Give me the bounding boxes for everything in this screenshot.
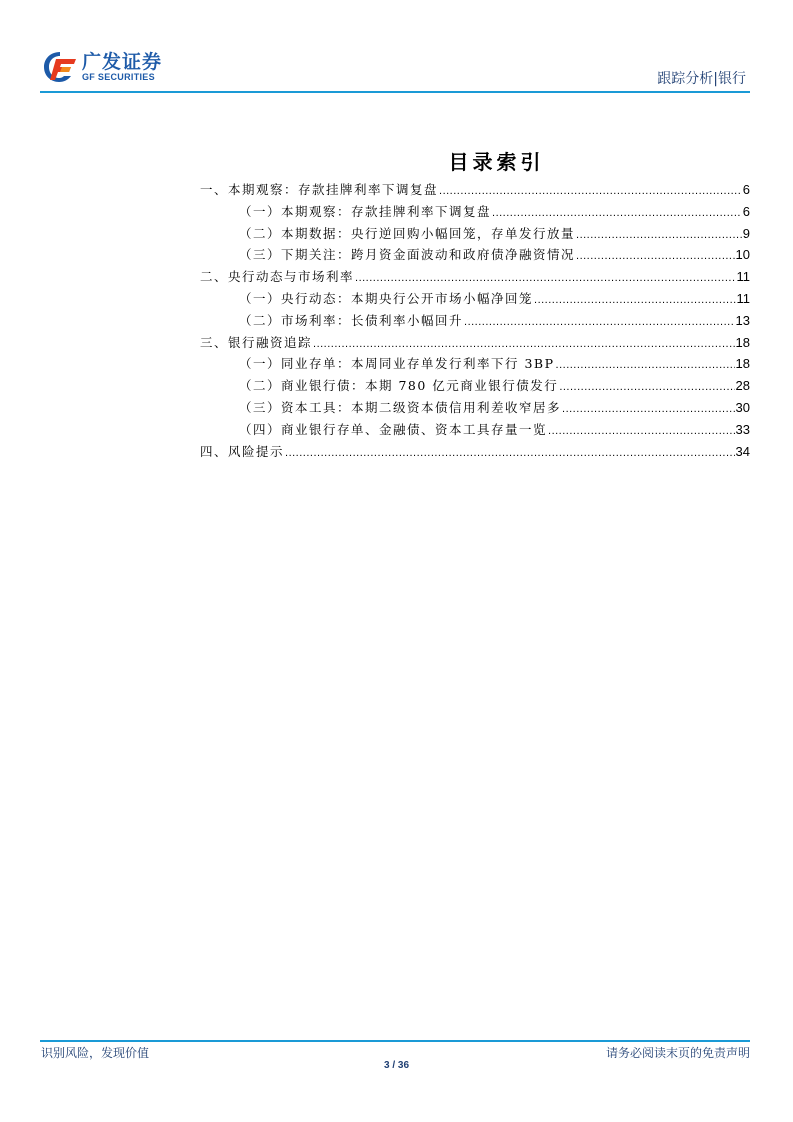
toc-entry[interactable] [200,289,750,311]
toc-entry-label: （三）下期关注：跨月资金面波动和政府债净融资情况 [239,247,576,263]
gf-logo-icon [42,50,78,84]
toc-leader-dots [576,229,742,241]
report-type-label: 跟踪分析|银行 [657,71,746,87]
toc-leader-dots [576,250,735,262]
page-indicator: 3 / 36 [383,1060,410,1071]
toc-entry-page: 13 [735,312,750,328]
footer-slogan: 识别风险，发现价值 [41,1046,150,1060]
toc-leader-dots [285,447,735,459]
toc-entry-label: 四、风险提示 [200,443,285,459]
toc-entry-page: 11 [736,290,750,306]
toc-entry-label: （二）本期数据：央行逆回购小幅回笼，存单发行放量 [239,225,576,241]
toc-entry[interactable] [200,202,750,224]
toc-entry-page: 34 [735,443,750,459]
toc-entry-page: 28 [735,378,750,394]
toc-entry[interactable] [200,442,750,464]
toc-entry-label: （一）同业存单：本周同业存单发行利率下行 3BP [239,356,555,372]
toc-entry-label: 二、央行动态与市场利率 [200,269,355,285]
toc-entry-page: 9 [742,225,750,241]
toc-entry[interactable] [200,311,750,333]
toc-entry-page: 6 [742,182,750,197]
toc-entry-page: 33 [735,421,750,437]
toc-leader-dots [492,207,742,219]
toc-entry-page: 18 [735,356,750,372]
toc-leader-dots [559,381,734,393]
toc-entry-page: 6 [742,203,750,219]
toc-title: 目录索引 [448,150,545,174]
page-header [40,50,750,90]
toc-entry-label: （四）商业银行存单、金融债、资本工具存量一览 [239,421,548,437]
toc-leader-dots [439,185,742,197]
toc-entry[interactable] [200,376,750,398]
gf-securities-logo [42,50,162,84]
toc-leader-dots [534,294,735,306]
toc-entry-page: 11 [736,269,750,285]
toc-leader-dots [355,272,735,284]
toc-entry-label: （一）本期观察：存款挂牌利率下调复盘 [239,203,492,219]
brand-name-cn: 广发证券 [82,50,163,73]
toc-leader-dots [313,338,735,350]
toc-entry[interactable] [200,354,750,376]
toc-leader-dots [556,359,735,371]
toc-entry-label: （一）央行动态：本期央行公开市场小幅净回笼 [239,290,534,306]
toc-entry-page: 30 [735,399,750,415]
brand-name-en: GF SECURITIES [82,71,155,82]
toc-entry[interactable] [200,333,750,355]
toc-entry[interactable] [200,267,750,289]
footer-divider [40,1040,750,1042]
toc-leader-dots [562,403,735,415]
toc-entry-label: 一、本期观察：存款挂牌利率下调复盘 [200,182,439,197]
toc-entry[interactable] [200,245,750,267]
toc-leader-dots [464,316,735,328]
toc-entry[interactable] [200,224,750,246]
table-of-contents [200,180,750,463]
toc-entry[interactable] [200,420,750,442]
toc-entry-label: （三）资本工具：本期二级资本债信用利差收窄居多 [239,399,562,415]
toc-title-wrap [0,146,793,175]
header-divider [40,91,750,93]
toc-entry-label: （二）市场利率：长债利率小幅回升 [239,312,464,328]
toc-entry-label: （二）商业银行债：本期 780 亿元商业银行债发行 [239,378,559,394]
toc-entry[interactable] [200,398,750,420]
toc-entry-page: 18 [735,334,750,350]
toc-entry-page: 10 [735,247,750,263]
toc-leader-dots [548,425,735,437]
toc-entry-label: 三、银行融资追踪 [200,334,313,350]
toc-entry[interactable] [200,180,750,202]
footer-disclaimer: 请务必阅读末页的免责声明 [605,1046,750,1060]
